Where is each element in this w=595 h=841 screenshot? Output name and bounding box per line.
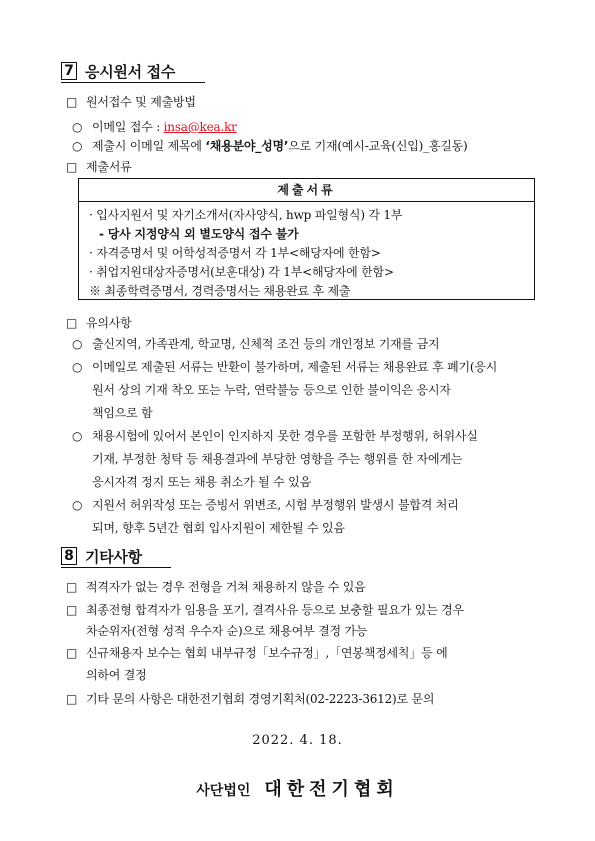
section-number: 8: [61, 547, 77, 565]
org-prefix: 사단법인: [196, 783, 251, 799]
list-item-cont: 원서 상의 기재 착오 또는 누락, 연락불능 등으로 인한 불이익은 응시자: [92, 383, 451, 397]
section-title: 기타사항: [85, 547, 142, 566]
section-title: 응시원서 접수: [85, 62, 176, 81]
list-item: ○ 이메일로 제출된 서류는 반환이 불가하며, 제출된 서류는 채용완료 후 폐기(응시: [72, 360, 498, 374]
document-date: 2022. 4. 18.: [252, 733, 343, 748]
notes-heading: □ 유의사항: [66, 316, 132, 330]
docs-heading: □ 제출서류: [66, 160, 132, 174]
email-line: ○ 이메일 접수 : insa@kea.kr: [72, 120, 237, 134]
method-heading: □ 원서접수 및 제출방법: [66, 95, 196, 109]
table-row: - 당사 지정양식 외 별도양식 접수 불가: [99, 227, 299, 241]
email-link[interactable]: insa@kea.kr: [163, 120, 237, 134]
list-item: □ 기타 문의 사항은 대한전기협회 경영기획처(02-2223-3612)로 문의: [66, 692, 435, 706]
list-item-cont: 의하여 결정: [86, 668, 147, 682]
table-row: ※ 최종학력증명서, 경력증명서는 채용완료 후 제출: [89, 284, 351, 298]
section-7-header: [61, 60, 191, 82]
section-underline: [61, 567, 171, 568]
documents-table: [78, 178, 535, 300]
list-item-cont: 책임으로 함: [92, 406, 153, 420]
section-underline: [61, 82, 205, 83]
list-item: □ 신규채용자 보수는 협회 내부규정「보수규정」,「연봉책정세칙」등 에: [66, 646, 448, 660]
list-item-cont: 되며, 향후 5년간 협회 입사지원이 제한될 수 있음: [92, 521, 345, 535]
list-item: □ 최종전형 합격자가 임용을 포기, 결격사유 등으로 보충할 필요가 있는 경우: [66, 603, 464, 617]
list-item-cont: 응시자격 정지 또는 채용 취소가 될 수 있음: [92, 475, 311, 489]
list-item: ○ 출신지역, 가족관계, 학교명, 신체적 조건 등의 개인정보 기재를 금지: [72, 337, 440, 351]
list-item: ○ 채용시험에 있어서 본인이 인지하지 못한 경우를 포함한 부정행위, 허위사실: [72, 429, 478, 443]
list-item-cont: 기재, 부정한 청탁 등 채용결과에 부당한 영향을 주는 행위를 한 자에게는: [92, 452, 463, 466]
list-item: □ 적격자가 없는 경우 전형을 거쳐 채용하지 않을 수 있음: [66, 580, 366, 594]
list-item: ○ 지원서 허위작성 또는 증빙서 위변조, 시험 부정행위 발생시 불합격 처리: [72, 498, 459, 512]
section-8-header: [61, 545, 158, 567]
list-item-cont: 차순위자(전형 성적 우수자 순)으로 채용여부 결정 가능: [86, 624, 368, 638]
table-row: · 취업지원대상자증명서(보훈대상) 각 1부<해당자에 한함>: [89, 265, 394, 279]
subject-line: ○ 제출시 이메일 제목에 ‘채용분야_성명’으로 기재(예시-교육(신입)_홍길동): [72, 139, 468, 153]
org-name: 대한전기협회: [264, 779, 399, 800]
table-row: · 자격증명서 및 어학성적증명서 각 1부<해당자에 한함>: [89, 246, 381, 260]
organization-signature: [0, 775, 595, 801]
table-header: 제출서류: [79, 179, 534, 202]
section-number: 7: [61, 62, 77, 80]
table-row: · 입사지원서 및 자기소개서(자사양식, hwp 파일형식) 각 1부: [89, 208, 403, 222]
